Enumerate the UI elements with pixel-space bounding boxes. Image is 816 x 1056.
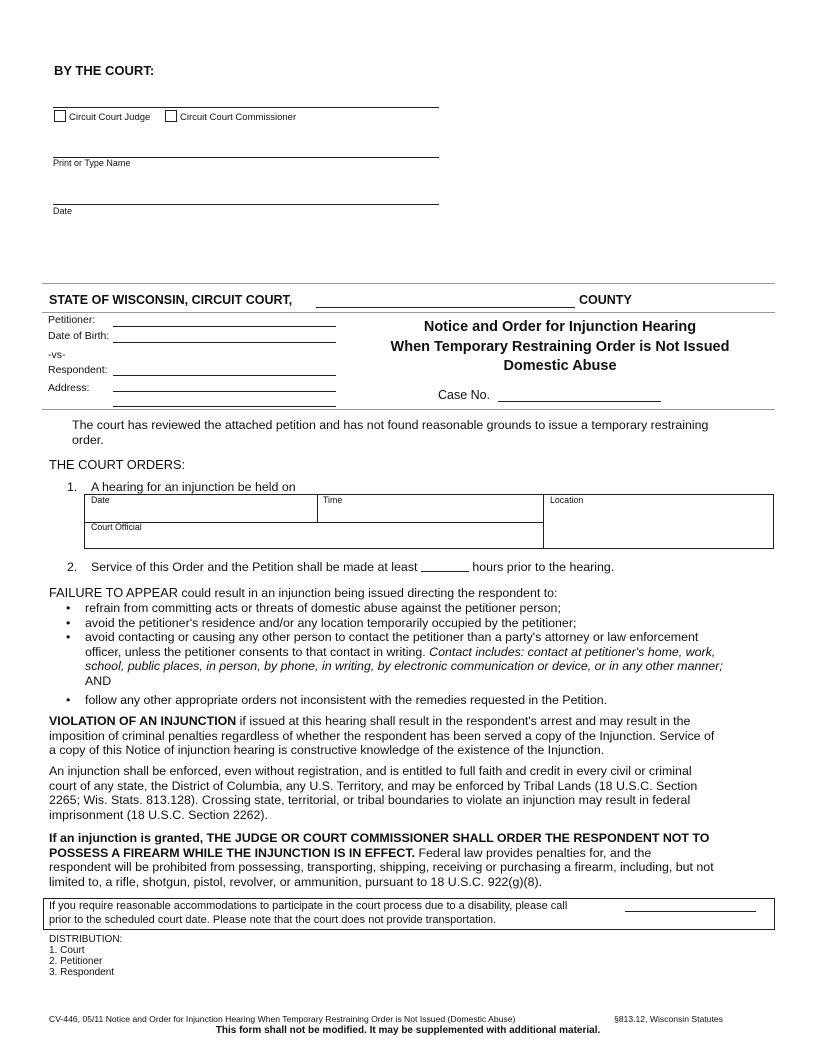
distribution-list — [49, 934, 122, 978]
address-field-2[interactable] — [113, 406, 336, 407]
modification-notice: This form shall not be modified. It may be supplemented with additional material. — [215, 1025, 601, 1036]
caption-bottom-rule — [42, 409, 775, 410]
judge-option[interactable] — [54, 110, 150, 123]
restrictions-list — [49, 601, 779, 707]
vs-label: -vs- — [48, 349, 66, 361]
case-no-label: Case No. — [438, 388, 491, 402]
distribution-heading: DISTRIBUTION: — [49, 934, 123, 945]
enforcement-paragraph: An injunction shall be enforced, even without registration, and is entitled to full faith and credit in every civil or criminal court of any state, the District of Columbia, any U.S. Territory, and may be enforced by Tribal Lands (18 U.S.C. Section 2265; Wis. Stats. 813.128). Crossing state, territorial, or tribal boundaries to violate an injunction may result in federal imprisonment (18 U.S.C. Section 2262). — [49, 764, 698, 822]
state-court-prefix: STATE OF WISCONSIN, CIRCUIT COURT, — [49, 293, 293, 307]
dob-field[interactable] — [113, 342, 336, 343]
caption-top-rule — [42, 283, 775, 284]
item2-number: 2. — [67, 560, 78, 574]
list-item: • avoid contacting or causing any other person to contact the petitioner than a party's attorney or law enforcement officer, unless the petitioner consents to that contact in writing. Contact includes: contact at petitioner's home, work, school, public places, in person, by phone, in writing, by electronic communication or device, or in any other manner; AND — [49, 630, 779, 688]
hearing-divider — [543, 495, 544, 549]
list-item: • follow any other appropriate orders not inconsistent with the remedies requested in the Petition. — [49, 693, 779, 708]
statute-reference: §813.12, Wisconsin Statutes — [614, 1014, 723, 1024]
list-item: • refrain from committing acts or threats of domestic abuse against the petitioner person; — [49, 601, 779, 616]
hearing-location-cell[interactable]: Location — [550, 495, 584, 505]
list-item: 3. Respondent — [49, 967, 115, 978]
judge-checkbox-label: Circuit Court Judge — [69, 112, 151, 123]
judge-checkbox[interactable] — [54, 110, 66, 122]
commissioner-checkbox-label: Circuit Court Commissioner — [180, 112, 297, 123]
form-id: CV-446, 05/11 Notice and Order for Injunction Hearing When Temporary Restraining Order is Not Issued (Domestic Abuse) — [49, 1014, 516, 1024]
item2-after: hours prior to the hearing. — [472, 560, 615, 574]
form-title-line1: Notice and Order for Injunction Hearing — [423, 319, 697, 335]
hearing-time-cell[interactable]: Time — [323, 495, 343, 505]
case-no-field[interactable] — [498, 401, 661, 402]
hearing-table — [84, 494, 774, 549]
intro-line: The court has reviewed the attached petition and has not found reasonable grounds to issue a temporary restraining — [72, 418, 709, 432]
firearm-paragraph: If an injunction is granted, THE JUDGE OR COURT COMMISSIONER SHALL ORDER THE RESPONDENT NOT TO POSSESS A FIREARM WHILE THE INJUNCTION IS IN EFFECT. Federal law provides penalties for, and the respondent will be prohibited from possessing, transporting, shipping, receiving or purchasing a firearm, including, but not limited to, a rifle, shotgun, pistol, revolver, or ammunition, pursuant to 18 U.S.C. 922(g)(8). — [49, 831, 714, 889]
petitioner-field[interactable] — [113, 326, 336, 327]
intro-paragraph — [72, 418, 708, 447]
violation-heading: VIOLATION OF AN INJUNCTION — [49, 714, 237, 728]
respondent-label: Respondent: — [48, 364, 108, 376]
list-item: 1. Court — [49, 945, 85, 956]
service-hours-field[interactable] — [421, 560, 469, 572]
failure-to-appear-text: could result in an injunction being issued directing the respondent to: — [177, 586, 558, 600]
petitioner-label: Petitioner: — [48, 314, 96, 326]
by-the-court-heading: BY THE COURT: — [54, 63, 155, 78]
respondent-field[interactable] — [113, 375, 336, 376]
item1-text: A hearing for an injunction be held on — [91, 480, 296, 494]
accommodations-box — [43, 898, 775, 930]
dob-label: Date of Birth: — [48, 330, 110, 342]
commissioner-option[interactable] — [165, 110, 296, 123]
hearing-divider — [85, 522, 543, 523]
date-line[interactable] — [53, 204, 439, 205]
commissioner-checkbox[interactable] — [165, 110, 177, 122]
hearing-date-cell[interactable]: Date — [91, 495, 110, 505]
form-title-line3: Domestic Abuse — [503, 358, 617, 374]
hearing-official-cell[interactable]: Court Official — [91, 522, 142, 532]
date-label: Date — [53, 206, 73, 216]
violation-paragraph: VIOLATION OF AN INJUNCTION if issued at this hearing shall result in the respondent's arrest and may result in the imposition of criminal penalties regardless of whether the respondent has been served a copy of the Injunction. Service of a copy of this Notice of injunction hearing is constructive knowledge of the existence of the Injunction. — [49, 714, 715, 758]
item1-number: 1. — [67, 480, 78, 494]
hearing-divider — [317, 495, 318, 522]
form-title — [344, 318, 776, 377]
intro-line: order. — [72, 432, 104, 447]
print-name-label: Print or Type Name — [53, 158, 131, 168]
list-item: • avoid the petitioner's residence and/or any location temporarily occupied by the petitioner; — [49, 616, 779, 631]
address-field-1[interactable] — [113, 391, 336, 392]
form-title-line2: When Temporary Restraining Order is Not Issued — [390, 338, 730, 355]
caption-rule — [42, 312, 775, 313]
failure-to-appear-paragraph — [49, 586, 558, 601]
address-label: Address: — [48, 382, 90, 394]
court-orders-heading: THE COURT ORDERS: — [49, 457, 186, 472]
county-label: COUNTY — [579, 293, 632, 307]
item2-before: Service of this Order and the Petition shall be made at least — [91, 560, 418, 574]
accommodations-phone-field[interactable] — [625, 911, 756, 912]
signature-line — [53, 107, 439, 108]
failure-to-appear-heading: FAILURE TO APPEAR — [49, 585, 178, 600]
county-field[interactable] — [316, 307, 575, 308]
item2-text — [91, 560, 614, 575]
list-item: 2. Petitioner — [49, 956, 103, 967]
accommodations-text: If you require reasonable accommodations to participate in the court process due to a disability, please call prior to the scheduled court date. Please note that the court does not provide transportation. — [49, 900, 568, 926]
firearm-heading: If an injunction is granted, THE JUDGE OR COURT COMMISSIONER SHALL ORDER THE RESPONDENT NOT TO — [49, 831, 710, 845]
